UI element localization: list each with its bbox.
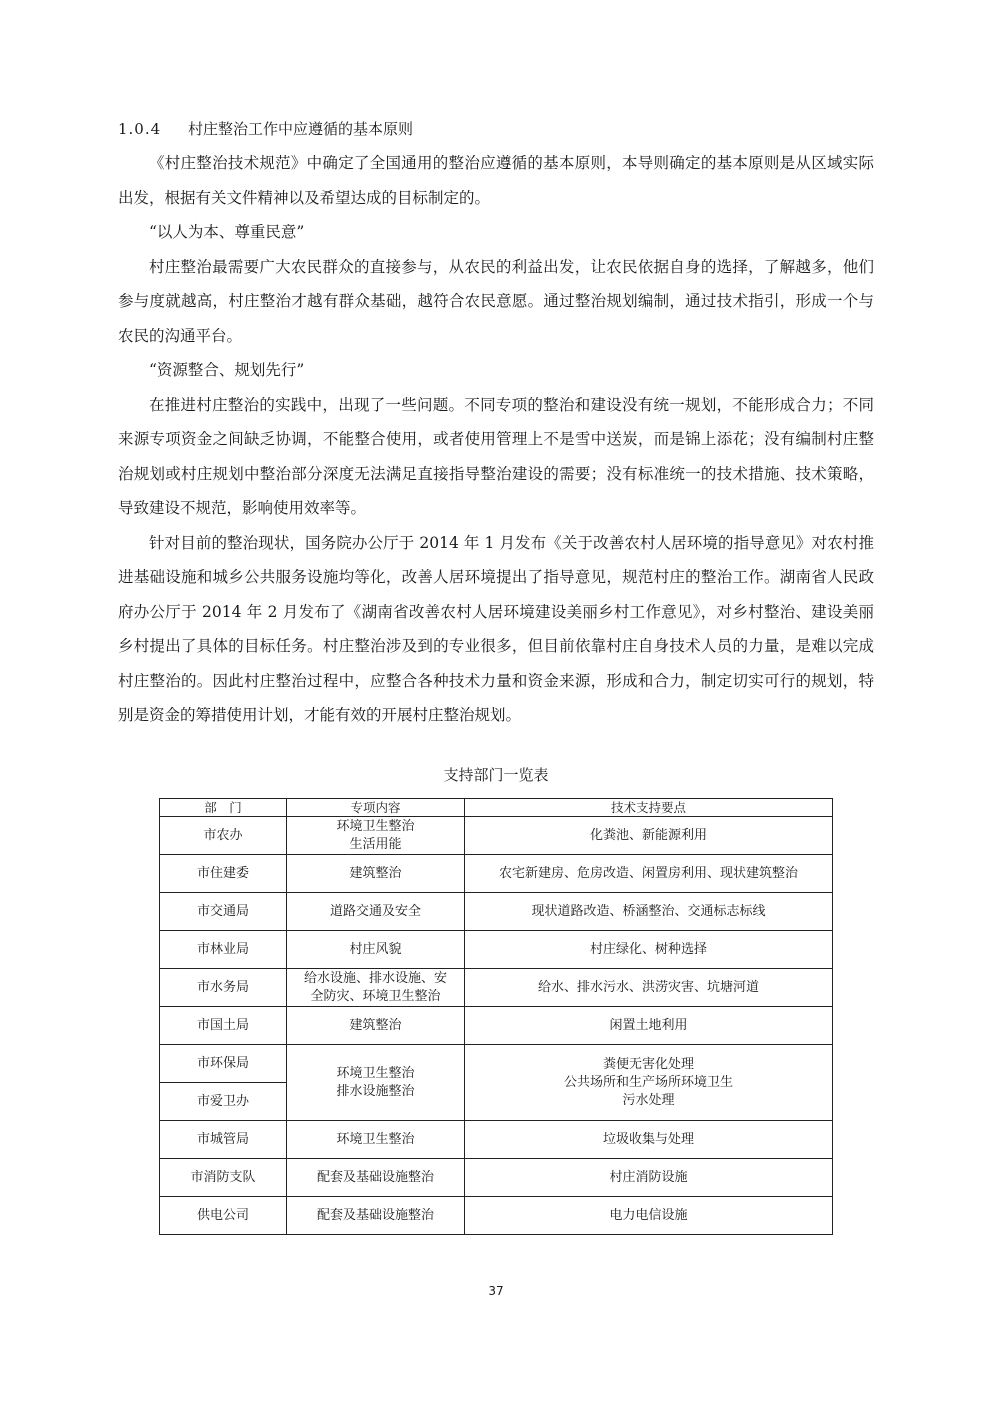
table-row — [160, 1045, 833, 1083]
table-title: 支持部门一览表 — [443, 766, 549, 784]
paragraph: 《村庄整治技术规范》中确定了全国通用的整治应遵循的基本原则，本导则确定的基本原则是从区域实际出发，根据有关文件精神以及希望达成的目标制定的。 — [118, 154, 874, 207]
department-cell: 市国土局 — [160, 1007, 287, 1045]
table-header-row — [160, 799, 833, 817]
content-line: 给水设施、排水设施、安 — [303, 970, 447, 986]
points-cell: 电力电信设施 — [465, 1197, 833, 1235]
points-line: 粪便无害化处理 — [602, 1056, 694, 1072]
page-number: 37 — [488, 1284, 504, 1298]
points-cell — [465, 1045, 833, 1121]
points-cell: 闲置土地利用 — [465, 1007, 833, 1045]
content-cell — [287, 969, 465, 1007]
section-title: 村庄整治工作中应遵循的基本原则 — [188, 120, 414, 138]
content-cell: 环境卫生整治 — [287, 1121, 465, 1159]
paragraph: 针对目前的整治现状，国务院办公厅于 2014 年 1 月发布《关于改善农村人居环境的指导意见》对农村推进基础设施和城乡公共服务设施均等化，改善人居环境提出了指导意见，规范村庄的整治工作。湖南省人民政府办公厅于 2014 年 2 月发布了《湖南省改善农村人居环境建设美丽乡村工作意见》，对乡村整治、建设美丽乡村提出了具体的目标任务。村庄整治涉及到的专业很多，但目前依靠村庄自身技术人员的力量，是难以完成村庄整治的。因此村庄整治过程中，应整合各种技术力量和资金来源，形成和合力，制定切实可行的规划，特别是资金的筹措使用计划，才能有效的开展村庄整治规划。 — [118, 533, 874, 724]
content-cell: 建筑整治 — [287, 1007, 465, 1045]
table-row — [160, 855, 833, 893]
points-cell: 现状道路改造、桥涵整治、交通标志标线 — [465, 893, 833, 931]
section-heading — [118, 118, 413, 140]
points-cell: 村庄消防设施 — [465, 1159, 833, 1197]
department-cell: 市爱卫办 — [160, 1083, 287, 1121]
content-cell — [287, 1045, 465, 1121]
department-cell: 市消防支队 — [160, 1159, 287, 1197]
points-cell: 化粪池、新能源利用 — [465, 817, 833, 855]
points-cell: 村庄绿化、树种选择 — [465, 931, 833, 969]
department-cell: 市城管局 — [160, 1121, 287, 1159]
department-cell: 市交通局 — [160, 893, 287, 931]
content-cell: 建筑整治 — [287, 855, 465, 893]
department-cell: 市住建委 — [160, 855, 287, 893]
table-row — [160, 931, 833, 969]
points-cell: 给水、排水污水、洪涝灾害、坑塘河道 — [465, 969, 833, 1007]
paragraph: 村庄整治最需要广大农民群众的直接参与，从农民的利益出发，让农民依据自身的选择，了解越多，他们参与度就越高，村庄整治才越有群众基础，越符合农民意愿。通过整治规划编制，通过技术指引，形成一个与农民的沟通平台。 — [118, 257, 874, 345]
table-row — [160, 1159, 833, 1197]
table-row — [160, 817, 833, 855]
content-line: 生活用能 — [349, 836, 402, 852]
content-cell: 道路交通及安全 — [287, 893, 465, 931]
content-cell: 配套及基础设施整治 — [287, 1159, 465, 1197]
table-row — [160, 969, 833, 1007]
points-cell: 垃圾收集与处理 — [465, 1121, 833, 1159]
header-department: 部 门 — [160, 799, 287, 817]
content-cell: 村庄风貌 — [287, 931, 465, 969]
points-line: 污水处理 — [622, 1092, 675, 1108]
paragraph-quote-heading: “资源整合、规划先行” — [149, 361, 305, 379]
content-line: 排水设施整治 — [336, 1083, 415, 1099]
points-line: 公共场所和生产场所环境卫生 — [563, 1074, 733, 1090]
table-row — [160, 1007, 833, 1045]
department-cell: 市水务局 — [160, 969, 287, 1007]
paragraph: 在推进村庄整治的实践中，出现了一些问题。不同专项的整治和建设没有统一规划，不能形成合力；不同来源专项资金之间缺乏协调，不能整合使用，或者使用管理上不是雪中送炭，而是锦上添花；没有编制村庄整治规划或村庄规划中整治部分深度无法满足直接指导整治建设的需要；没有标准统一的技术措施、技术策略，导致建设不规范，影响使用效率等。 — [118, 395, 874, 517]
content-line: 全防灾、环境卫生整治 — [310, 988, 441, 1004]
content-cell — [287, 817, 465, 855]
department-cell: 市环保局 — [160, 1045, 287, 1083]
table-row — [160, 1121, 833, 1159]
paragraph-quote-heading: “以人为本、尊重民意” — [149, 223, 305, 241]
content-line: 环境卫生整治 — [336, 1065, 415, 1081]
department-cell: 市林业局 — [160, 931, 287, 969]
content-cell: 配套及基础设施整治 — [287, 1197, 465, 1235]
header-points: 技术支持要点 — [465, 799, 833, 817]
support-departments-table — [159, 798, 833, 1235]
section-number: 1.0.4 — [118, 120, 162, 138]
points-cell: 农宅新建房、危房改造、闲置房利用、现状建筑整治 — [465, 855, 833, 893]
table-row — [160, 893, 833, 931]
department-cell: 供电公司 — [160, 1197, 287, 1235]
body-text — [118, 146, 874, 733]
header-content: 专项内容 — [287, 799, 465, 817]
content-line: 环境卫生整治 — [336, 818, 415, 834]
table-row — [160, 1197, 833, 1235]
department-cell: 市农办 — [160, 817, 287, 855]
